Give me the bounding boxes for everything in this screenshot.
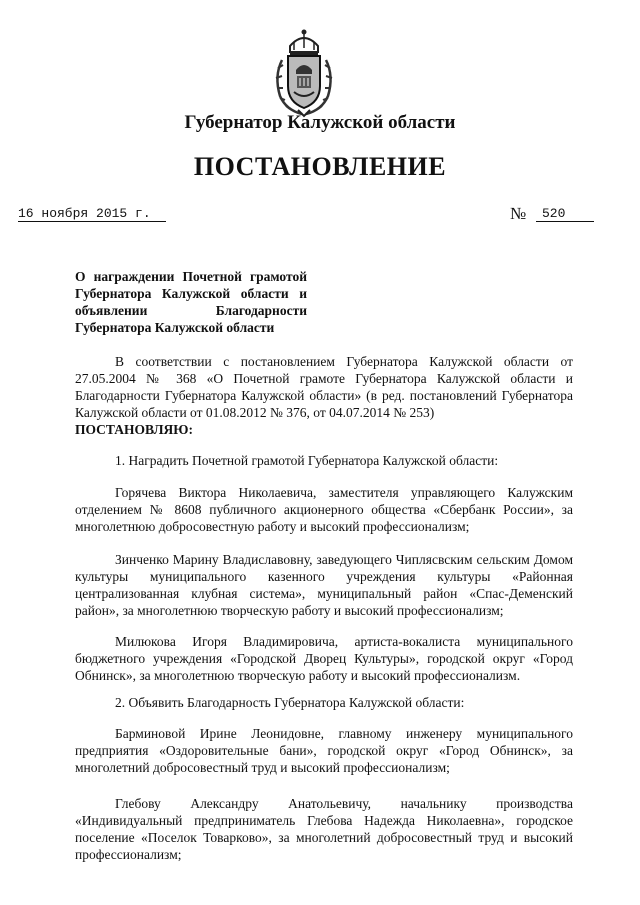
preamble (75, 353, 573, 438)
decree-word: ПОСТАНОВЛЯЮ: (75, 422, 193, 437)
awardee-paragraph: Милюкова Игоря Владимировича, артиста-вокалиста муниципального бюджетного учреждения «Городской Дворец Культуры», городской округ «Город Обнинск», за многолетнюю творческую работу и высокий профессионализм. (75, 634, 573, 683)
awardee-paragraph: Горячева Виктора Николаевича, заместителя управляющего Калужским отделением № 8608 публичного акционерного общества «Сбербанк России», за многолетнюю добросовестную работу и высокий профессионализм; (75, 485, 573, 534)
document-subject: О награждении Почетной грамотой Губернатора Калужской области и объявлении Благодарности Губернатора Калужской области (75, 269, 307, 335)
document-number: 520 (536, 206, 594, 222)
number-sign: № (510, 204, 527, 223)
issuing-authority: Губернатор Калужской области (184, 112, 456, 133)
gratitude-paragraph: Глебову Александру Анатольевичу, начальнику производства «Индивидуальный предприниматель Глебова Надежда Николаевна», городское поселение «Поселок Товарково», за многолетний добросовестный труд и высокий профессионализм; (75, 796, 573, 862)
preamble-text: В соответствии с постановлением Губернатора Калужской области от 27.05.2004 № 368 «О Почетной грамоте Губернатора Калужской области и Благодарности Губернатора Калужской области» (в ред. постановлений Губернатора Калужской области от 01.08.2012 № 376, от 04.07.2014 № 253) (75, 354, 573, 420)
gratitude-paragraph: Барминовой Ирине Леонидовне, главному инженеру муниципального предприятия «Оздоровительные бани», городской округ «Город Обнинск», за многолетний добросовестный труд и высокий профессионализм; (75, 726, 573, 775)
document-type-title: ПОСТАНОВЛЕНИЕ (193, 152, 447, 181)
document-date: 16 ноября 2015 г. (18, 206, 166, 222)
section-2-heading: 2. Объявить Благодарность Губернатора Калужской области: (115, 695, 465, 710)
awardee-paragraph: Зинченко Марину Владиславовну, заведующего Чиплясвским сельским Домом культуры муниципального казенного учреждения культуры «Районная централизованная клубная система», муниципальный район «Спас-Деменский район», за многолетнюю творческую работу и высокий профессионализм; (75, 552, 573, 618)
section-1-heading: 1. Наградить Почетной грамотой Губернатора Калужской области: (115, 453, 499, 468)
coat-of-arms-icon (268, 26, 340, 118)
